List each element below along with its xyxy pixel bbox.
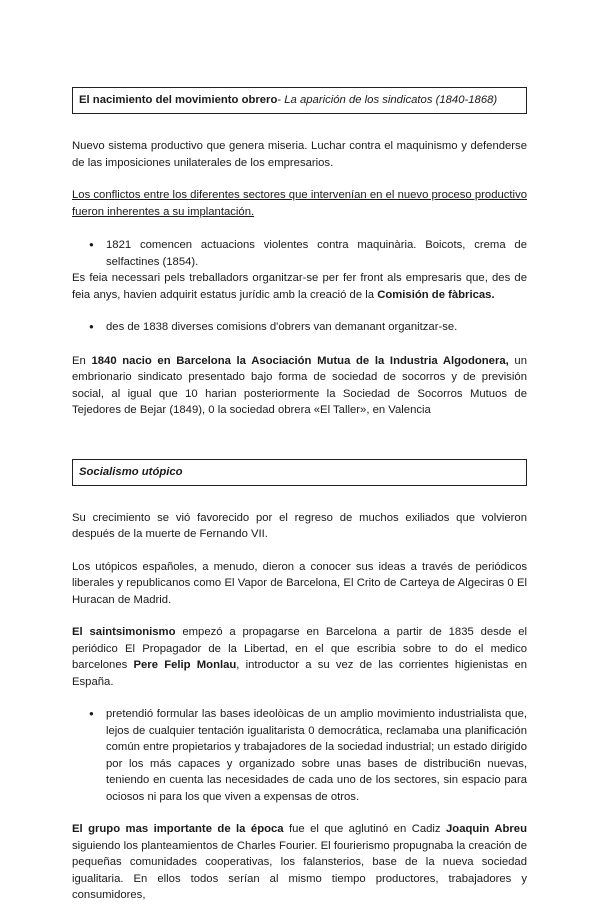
- person-name: Joaquin Abreu: [446, 823, 527, 835]
- section-title: Socialismo utópico: [79, 465, 183, 478]
- paragraph-bold-term: El grupo mas importante de la época: [72, 823, 284, 835]
- list-item: ● 1821 comencen actuacions violentes contra maquinària. Boicots, crema de selfactines (1854).: [72, 237, 527, 270]
- paragraph-text: Es feia necessari pels treballadors organitzar-se per fer front als empresaris que, des de feia anys, havien adquirit estatus jurídic amb la creació de la: [72, 272, 527, 301]
- paragraph-grupo-importante: [72, 821, 527, 904]
- paragraph-bold-term: 1840 nacio en Barcelona la Asociación Mutua de la Industria Algodonera,: [91, 354, 509, 367]
- section-header-movimiento-obrero: [72, 87, 527, 114]
- list-item: ● des de 1838 diverses comisions d'obrers van demanant organitzar-se.: [72, 319, 527, 336]
- paragraph-saintsimonismo: [72, 624, 527, 690]
- section-title-bold: El nacimiento del movimiento obrero: [79, 94, 278, 106]
- paragraph-nuevo-sistema: Nuevo sistema productivo que genera miseria. Luchar contra el maquinismo y defenderse de las imposiciones unilaterales de los empresarios.: [72, 140, 527, 169]
- paragraph-text: En: [72, 354, 92, 367]
- person-name: Pere Felip Monlau: [133, 659, 237, 671]
- paragraph-text: , introductor a su vez de las corrientes higienistas en España.: [72, 659, 528, 688]
- paragraph-organitzar: [72, 270, 527, 303]
- section-title-separator: -: [277, 94, 285, 106]
- section-title-subtitle: La aparición de los sindicatos (1840-1868): [284, 94, 498, 106]
- paragraph-text: empezó a propagarse en Barcelona a partir de 1835 desde el periódico El Propagador de la Libertad, en el que escribia sobre to do el medico barcelones: [72, 626, 527, 671]
- bullet-list-2: [72, 319, 527, 336]
- paragraph-bold-term: El saintsimonismo: [72, 626, 176, 638]
- paragraph-text: un embrionario sindicato presentado bajo forma de sociedad de socorros y de previsión social, al igual que 10 harian posteriormente la Sociedad de Socorros Mutuos de Tejedores de Bejar (1849), 0 la sociedad obrera «El Taller», en Valencia: [72, 354, 527, 416]
- paragraph-conflictos: Los conflictos entre los diferentes sectores que intervenían en el nuevo proceso productivo fueron inherentes a su implantación.: [72, 189, 527, 218]
- paragraph-text: fue el que aglutinó en Cadiz: [283, 823, 447, 835]
- list-item: ● pretendió formular las bases ideolòicas de un amplio movimiento industrialista que, lejos de cualquier tentación igualitarista 0 democrática, reclamaba una planificación común entre propietarios y trabajadores de la sociedad industrial; un estado dirigido por los más capaces y organizado sobre unas bases de distribuci6n nuevas, teniendo en cuenta las necesidades de cada uno de los sectores, sin espacio para ociosos ni para los que viven a expensas de otros.: [72, 706, 527, 805]
- section-header-socialismo-utopico: [72, 459, 527, 486]
- bullet-list-3: [72, 706, 527, 805]
- paragraph-text: siguiendo los planteamientos de Charles Fourier. El fourierismo propugnaba la creación de pequeñas comunidades cooperativas, los falansterios, base de la nueva sociedad igualitaria. En ellos todos serían al mismo tiempo productores, trabajadores y consumidores,: [72, 839, 527, 901]
- bullet-list-1: [72, 237, 527, 270]
- paragraph-bold-term: Comisión de fàbricas.: [377, 288, 495, 301]
- paragraph-asociacion-mutua: [72, 353, 527, 419]
- document-page: [72, 87, 527, 904]
- paragraph-utopicos: Los utópicos españoles, a menudo, dieron a conocer sus ideas a través de periódicos liberales y republicanos como El Vapor de Barcelona, El Crito de Carteya de Algeciras 0 El Huracan de Madrid.: [72, 560, 527, 606]
- paragraph-crecimiento: Su crecimiento se vió favorecido por el regreso de muchos exiliados que volvieron después de la muerte de Fernando VII.: [72, 511, 527, 540]
